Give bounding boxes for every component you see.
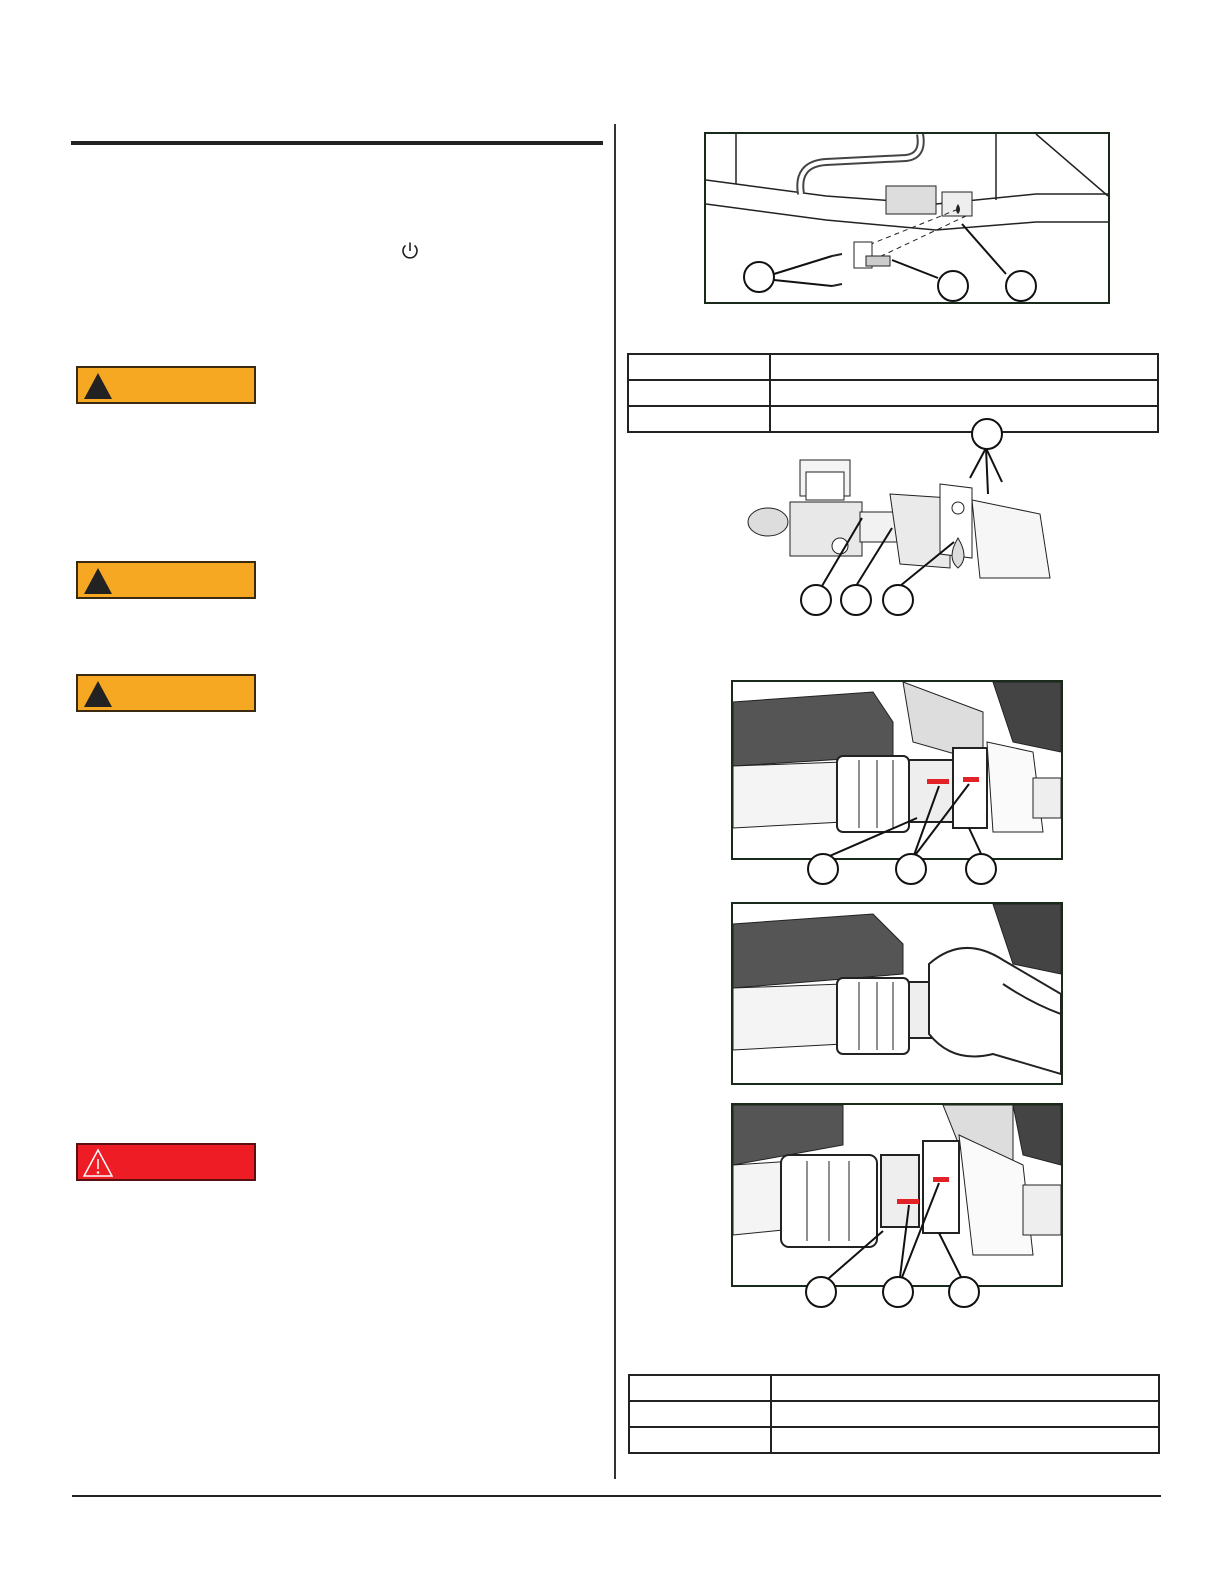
callout-circle (882, 584, 914, 616)
table-row (628, 354, 1158, 380)
table-cell (629, 1427, 771, 1453)
table-cell (771, 1427, 1159, 1453)
fitting-marks-figure (731, 680, 1063, 860)
table-cell (771, 1401, 1159, 1427)
table-cell (629, 1375, 771, 1401)
callout-circle (971, 418, 1003, 450)
table-row (629, 1401, 1159, 1427)
table-cell (629, 1401, 771, 1427)
callout-circle (743, 261, 775, 293)
table-cell (770, 380, 1158, 406)
table-cell (628, 354, 770, 380)
callout-circle (895, 853, 927, 885)
wrench-tighten-figure (731, 902, 1063, 1085)
alignment-mark (963, 777, 979, 782)
callout-circle (937, 270, 969, 302)
warning-triangle-icon (82, 679, 114, 709)
page-footer-rule (72, 1495, 1161, 1497)
warning-triangle-icon (82, 371, 114, 401)
callout-circle (800, 584, 832, 616)
fitting-marks-after-figure (731, 1103, 1063, 1287)
table-row (629, 1427, 1159, 1453)
callout-circle (948, 1276, 980, 1308)
table-cell (628, 380, 770, 406)
warning-banner (76, 366, 256, 404)
alignment-mark (927, 779, 949, 784)
table-row (629, 1375, 1159, 1401)
danger-banner (76, 1143, 256, 1181)
parts-table-2 (628, 1374, 1160, 1454)
table-row (628, 380, 1158, 406)
alignment-mark (897, 1199, 919, 1204)
danger-exclamation-icon (82, 1148, 114, 1178)
table-cell (771, 1375, 1159, 1401)
warning-banner (76, 561, 256, 599)
power-icon (399, 240, 421, 262)
callout-circle (1005, 270, 1037, 302)
warning-banner (76, 674, 256, 712)
callout-circle (882, 1276, 914, 1308)
alignment-mark (933, 1177, 949, 1182)
callout-circle (965, 853, 997, 885)
valve-bracket-removal-figure (704, 132, 1110, 304)
table-cell (770, 354, 1158, 380)
callout-circle (840, 584, 872, 616)
warning-triangle-icon (82, 566, 114, 596)
callout-circle (807, 853, 839, 885)
section-rule-top (71, 141, 603, 145)
callout-circle (805, 1276, 837, 1308)
column-divider (614, 124, 616, 1479)
